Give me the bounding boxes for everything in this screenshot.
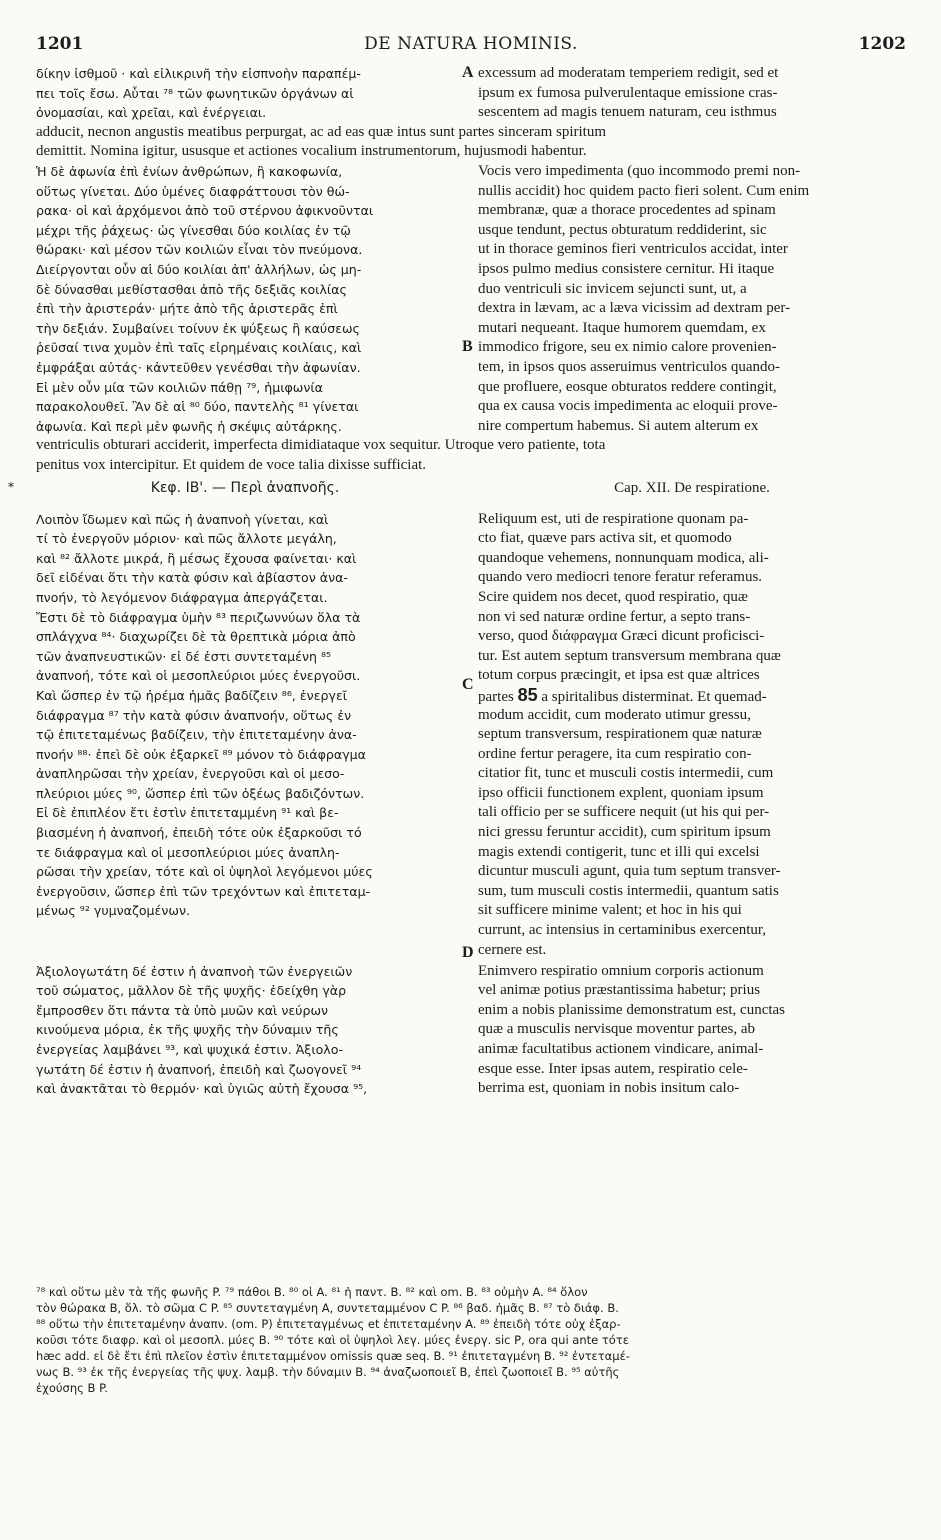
latin-line: duo ventriculi sic invicem sejuncti sunt, ut, a	[478, 280, 747, 297]
latin-line: nullis accidit) hoc quidem pacto fieri solent. Cum enim	[478, 182, 810, 199]
latin-line: dicuntur musculi agunt, quia tum septum transver-	[478, 863, 781, 880]
column-number: 85	[517, 685, 538, 705]
greek-column	[36, 162, 454, 436]
latin-line: qua ex causa vocis impedimenta ac eloquii prove-	[478, 398, 778, 415]
greek-line: Εἰ μὲν οὖν μία τῶν κοιλιῶν πάθῃ ⁷⁹, ἡμιφωνία	[36, 379, 323, 395]
latin-line: demittit. Nomina igitur, ususque et actiones vocalium instrumentorum, hujusmodi habentur.	[36, 143, 587, 160]
latin-line: immodico frigore, seu ex nimio calore provenien-	[478, 339, 777, 356]
latin-line: septum transversum, respirationem quæ naturæ	[478, 726, 762, 743]
greek-line: Λοιπὸν ἴδωμεν καὶ πῶς ἡ ἀναπνοὴ γίνεται, καὶ	[36, 511, 329, 527]
greek-line: Ἀξιολογωτάτη δέ ἐστιν ἡ ἀναπνοὴ τῶν ἐνεργειῶν	[36, 963, 353, 979]
greek-line: ἀφωνία. Καὶ περὶ μὲν φωνῆς ἡ σκέψις αὐτάρκης.	[36, 418, 342, 434]
latin-column	[478, 64, 906, 123]
footnote-line: τὸν θώρακα B, ὅλ. τὸ σῶμα C P. ⁸⁵ συντεταγμένη A, συντεταμμένον C P. ⁸⁶ βαδ. ἡμᾶς B. ⁸⁷ τὸ διάφ. B.	[36, 1301, 619, 1315]
greek-line: ἐνεργοῦσιν, ὥσπερ ἐπὶ τῶν τρεχόντων καὶ ἐπιτεταμ-	[36, 883, 371, 899]
greek-line: μένως ⁹² γυμναζομένων.	[36, 903, 190, 919]
greek-line: ἔμπροσθεν ὅτι πάντα τὰ ὑπὸ μυῶν καὶ νεύρων	[36, 1002, 329, 1018]
running-title: DE NATURA HOMINIS.	[364, 34, 578, 54]
latin-line: currunt, ac intensius in certaminibus exercentur,	[478, 922, 767, 939]
running-head	[36, 34, 906, 64]
greek-line: Εἰ δὲ ἐπιπλέον ἔτι ἐστὶν ἐπιτεταμμένη ⁹¹ καὶ βε-	[36, 805, 339, 821]
asterisk-mark: *	[8, 479, 14, 494]
latin-full-width	[36, 436, 906, 475]
latin-line: dextra in lævam, ac a læva vicissim ad dextram per-	[478, 300, 791, 317]
latin-line: Scire quidem nos decet, quod respiratio, quæ	[478, 588, 748, 605]
greek-line: Καὶ ὥσπερ ἐν τῷ ἠρέμα ἡμᾶς βαδίζειν ⁸⁶, ἐνεργεῖ	[36, 687, 348, 703]
margin-marker-d: D	[462, 943, 474, 961]
latin-line: Enimvero respiratio omnium corporis actionum	[478, 962, 764, 979]
greek-line: σπλάγχνα ⁸⁴· διαχωρίζει δὲ τὰ θρεπτικὰ μόρια ἀπὸ	[36, 629, 356, 645]
greek-line: ἀναπληρῶσαι τὴν χρείαν, ἐνεργοῦσι καὶ οἱ μεσο-	[36, 766, 345, 782]
greek-line: καὶ ἀνακτᾶται τὸ θερμόν· καὶ ὑγιῶς αὐτὴ ἔχουσα ⁹⁵,	[36, 1081, 368, 1097]
greek-line: διάφραγμα ⁸⁷ τὴν κατὰ φύσιν ἀναπνοήν, οὕτως ἐν	[36, 707, 352, 723]
latin-line: verso, quod διάφραγμα Græci dicunt proficisci-	[478, 628, 765, 645]
latin-line: ordine fertur peragere, ita cum respiratio con-	[478, 745, 752, 762]
greek-chapter-heading: Κεφ. ΙΒ'. — Περὶ ἀναπνοῆς.	[150, 479, 340, 496]
greek-line: τε διάφραγμα καὶ οἱ μεσοπλεύριοι μύες ἀναπλη-	[36, 844, 340, 860]
section-4	[36, 962, 906, 1102]
greek-line: Ἔστι δὲ τὸ διάφραγμα ὑμὴν ⁸³ περιζωννύων ὅλα τὰ	[36, 609, 361, 625]
greek-line: καὶ ⁸² ἄλλοτε μικρά, ἢ μέσως ἔχουσα φαίνεται· καὶ	[36, 550, 357, 566]
greek-line: τί τὸ ἐνεργοῦν μόριον· καὶ πῶς ἄλλοτε μεγάλη,	[36, 531, 337, 547]
greek-column	[36, 64, 454, 123]
latin-line: Vocis vero impedimenta (quo incommodo premi non-	[478, 162, 801, 179]
latin-line: nire compertum habemus. Si autem alterum ex	[478, 417, 759, 434]
footnote-line: ἐχούσης B P.	[36, 1381, 108, 1395]
latin-line: ipso officii functionem explent, quoniam ipsum	[478, 784, 764, 801]
latin-line: penitus vox intercipitur. Et quidem de voce talia dixisse sufficiat.	[36, 456, 427, 473]
latin-line-with-number: partes 85 a spiritalibus disterminat. Et quemad-	[478, 685, 767, 705]
greek-line: βιασμένη ἡ ἀναπνοή, ἐπειδὴ τότε οὐκ ἐξαρκοῦσι τό	[36, 825, 362, 841]
greek-line: παρακολουθεῖ. Ἂν δὲ αἱ ⁸⁰ δύο, παντελὴς ⁸¹ γίνεται	[36, 399, 359, 415]
greek-line: ῥεῦσαί τινα χυμὸν ἐπὶ ταῖς εἰρημέναις κοιλίαις, καὶ	[36, 340, 362, 356]
margin-marker-c: C	[462, 675, 474, 693]
greek-line: τῶν ἀναπνευστικῶν· εἰ δέ ἐστι συντεταμένη ⁸⁵	[36, 648, 332, 664]
greek-line: Διείργονται οὖν αἱ δύο κοιλίαι ἀπ' ἀλλήλων, ὡς μη-	[36, 261, 362, 277]
section-1	[36, 64, 906, 123]
latin-line: tur. Est autem septum transversum membrana quæ	[478, 647, 781, 664]
section-3	[8, 476, 906, 962]
margin-marker-a: A	[462, 64, 474, 81]
latin-chapter-heading: Cap. XII. De respiratione.	[614, 479, 770, 496]
latin-line: sum, tum musculi costis intermedii, quantum satis	[478, 882, 779, 899]
latin-line: citatior fit, tunc et musculi costis intermedii, cum	[478, 765, 774, 782]
latin-line: esque esse. Inter ipsas autem, respiratio cele-	[478, 1060, 748, 1077]
latin-line: tali officio per se sufficere nequit (ut his qui per-	[478, 804, 770, 821]
greek-line: πνοήν ⁸⁸· ἐπεὶ δὲ οὐκ ἐξαρκεῖ ⁸⁹ μόνον τὸ διάφραγμα	[36, 746, 366, 762]
latin-line: membranæ, quæ a thorace procedentes ad spinam	[478, 202, 776, 219]
greek-line: γωτάτη δέ ἐστιν ἡ ἀναπνοή, ἐπειδὴ καὶ ζωογονεῖ ⁹⁴	[36, 1061, 362, 1077]
latin-column	[478, 476, 906, 961]
latin-column	[478, 162, 906, 436]
latin-line: cernere est.	[478, 941, 547, 958]
page-number-right: 1202	[858, 34, 906, 54]
greek-line: ρακα· οἱ καὶ ἀρχόμενοι ἀπὸ τοῦ στέρνου ἀφικνοῦνται	[36, 203, 374, 219]
greek-line: πλεύριοι μύες ⁹⁰, ὥσπερ ἐπὶ τῶν ὀξέως βαδιζόντων.	[36, 785, 365, 801]
greek-line: τῷ ἐπιτεταμένως βαδίζειν, τὴν ἐπιτεταμένην ἀνα-	[36, 727, 357, 743]
latin-line: Reliquum est, uti de respiratione quonam pa-	[478, 510, 749, 527]
latin-line: quando vero mediocri tenore feratur referamus.	[478, 569, 763, 586]
greek-line: ἐνεργείας λαμβάνει ⁹³, καὶ ψυχικά ἐστιν. Ἀξιολο-	[36, 1041, 344, 1057]
latin-line: que profluere, eosque obturatos reddere contingit,	[478, 378, 777, 395]
latin-full-width	[36, 123, 906, 162]
margin-marker-b: B	[462, 337, 473, 355]
latin-line: ipsum ex fumosa pulverulentaque emissione cras-	[478, 84, 778, 101]
latin-line: berrima est, quoniam in nobis insitum calo-	[478, 1080, 740, 1097]
greek-line: μέχρι τῆς ῥάχεως· ὡς γίνεσθαι δύο κοιλίας ἐν τῷ	[36, 222, 351, 238]
page	[8, 34, 906, 1514]
latin-line: quandoque vehemens, nonnunquam modica, ali-	[478, 549, 769, 566]
greek-line: ἀναπνοή, τότε καὶ οἱ μεσοπλεύριοι μύες ἐνεργοῦσι.	[36, 668, 361, 684]
latin-line: totum corpus præcingit, et ipsa est quæ altrices	[478, 667, 760, 684]
latin-line: ut in thorace geminos fieri ventriculos accidat, inter	[478, 241, 788, 258]
latin-column	[478, 962, 906, 1099]
greek-line: πει τοῖς ἔσω. Αὗται ⁷⁸ τῶν φωνητικῶν ὀργάνων αἱ	[36, 85, 354, 101]
latin-line: enim a nobis planissime demonstratum est, cunctas	[478, 1001, 786, 1018]
greek-line: τοῦ σώματος, μᾶλλον δὲ τῆς ψυχῆς· ἐδείχθη γὰρ	[36, 983, 347, 999]
latin-line: quæ a musculis nervisque moventur partes, ab	[478, 1021, 756, 1038]
greek-line: θώρακι· καὶ μέσον τῶν κοιλιῶν εἶναι τὸν πνεύμονα.	[36, 242, 363, 258]
latin-line: ipsos pulmo medius consistere cernitur. Hi itaque	[478, 260, 775, 277]
latin-line: modum accidit, cum moderato utimur gressu,	[478, 706, 751, 723]
latin-line: vel animæ potius præstantissima habetur; prius	[478, 982, 761, 999]
greek-line: ρῶσαι τὴν χρείαν, τότε καὶ οἱ ὑψηλοὶ λεγόμενοι μύες	[36, 864, 373, 880]
page-number-left: 1201	[36, 34, 84, 54]
latin-line: magis extendi contigerit, tunc et illi qui excelsi	[478, 843, 760, 860]
greek-line: ἐμφράξαι αὐτάς· κἀντεῦθεν γενέσθαι τὴν ἀφωνίαν.	[36, 359, 361, 375]
latin-line: ventriculis obturari acciderit, imperfecta dimidiataque vox sequitur. Utroque vero patiente, tota	[36, 437, 606, 454]
latin-line: sescentem ad magis tenuem naturam, ceu isthmus	[478, 104, 777, 121]
latin-line: sit sufficere minime valent; et hoc in his qui	[478, 902, 742, 919]
footnotes	[36, 1284, 906, 1396]
latin-line: non vi sed naturæ ordine fertur, a septo trans-	[478, 608, 751, 625]
greek-line: Ἡ δὲ ἀφωνία ἐπὶ ἐνίων ἀνθρώπων, ἢ κακοφωνία,	[36, 163, 343, 179]
greek-line: οὕτως γίνεται. Δύο ὑμένες διαφράττουσι τὸν θώ-	[36, 183, 350, 199]
latin-line: cto fiat, quæve pars activa sit, et quomodo	[478, 530, 732, 547]
footnote-line: ⁷⁸ καὶ οὕτω μὲν τὰ τῆς φωνῆς P. ⁷⁹ πάθοι B. ⁸⁰ οἱ A. ⁸¹ ἡ παντ. B. ⁸² καὶ om. B. ⁸³ οὐμὴν A. ⁸⁴ ὅλον	[36, 1285, 588, 1299]
greek-line: δίκην ἰσθμοῦ · καὶ εἰλικρινῆ τὴν εἰσπνοὴν παραπέμ-	[36, 66, 361, 81]
greek-line: δὲ δύνασθαι μεθίστασθαι ἀπὸ τῆς δεξιᾶς κοιλίας	[36, 281, 347, 297]
footnote-line: ⁸⁸ οὕτω τὴν ἐπιτεταμένην ἀναπν. (om. P) ἐπιτεταγμένως et ἐπιτεταμένην A. ⁸⁹ ἐπειδὴ τότε οὐχ ἐξαρ-	[36, 1317, 621, 1331]
footnote-line: hæc add. εἰ δὲ ἔτι ἐπὶ πλεῖον ἐστὶν ἐπιτεταμμένον omissis quæ seq. B. ⁹¹ ἐπιτεταγμένη B. ⁹² ἐντεταμέ-	[36, 1349, 630, 1363]
greek-line: τὴν δεξιάν. Συμβαίνει τοίνυν ἐκ ψύξεως ἢ καύσεως	[36, 320, 360, 336]
greek-line: ὀνομασίαι, καὶ χρεῖαι, καὶ ἐνέργειαι.	[36, 105, 267, 121]
latin-line: excessum ad moderatam temperiem redigit, sed et	[478, 65, 779, 81]
latin-line: usque tendunt, pectus obturatum reddiderint, sic	[478, 221, 767, 238]
latin-line: tem, in ipsos quos asseruimus ventriculos quando-	[478, 358, 781, 375]
latin-line: animæ facultatibus actionem vindicare, animal-	[478, 1040, 764, 1057]
greek-line: κινούμενα μόρια, ἐκ τῆς ψυχῆς τὴν δύναμιν τῆς	[36, 1022, 339, 1038]
greek-line: δεῖ εἰδέναι ὅτι τὴν κατὰ φύσιν καὶ ἀβίαστον ἀνα-	[36, 570, 348, 586]
latin-line: mutari nequeant. Itaque humorem quemdam, ex	[478, 319, 766, 336]
latin-line: nici gressu feruntur accidit), cum spiritum ipsum	[478, 824, 771, 841]
latin-line: adducit, necnon angustis meatibus perpurgat, ac ad eas quæ intus sunt partes sinceram spiritum	[36, 123, 607, 140]
footnote-line: κοῦσι τότε διαφρ. καὶ οἱ μεσοπλ. μύες B. ⁹⁰ τότε καὶ οἱ ὑψηλοὶ λεγ. μύες ἐνεργ. sic P, ora qui ante τότε	[36, 1333, 629, 1347]
greek-line: ἐπὶ τὴν ἀριστεράν· μήτε ἀπὸ τῆς ἀριστερᾶς ἐπὶ	[36, 301, 338, 317]
footnote-line: νως B. ⁹³ ἐκ τῆς ἐνεργείας τῆς ψυχ. λαμβ. τὴν δύναμιν B. ⁹⁴ ἀναζωοποιεῖ B, ἐπεὶ ζωοποιεῖ B. ⁹⁵ αὐτῆς	[36, 1365, 620, 1379]
greek-column	[36, 962, 454, 1099]
greek-column	[36, 476, 454, 921]
latin-word: partes	[478, 688, 514, 705]
section-2	[36, 162, 906, 436]
greek-line: πνοήν, τὸ λεγόμενον διάφραγμα ἀπεργάζεται.	[36, 589, 328, 605]
